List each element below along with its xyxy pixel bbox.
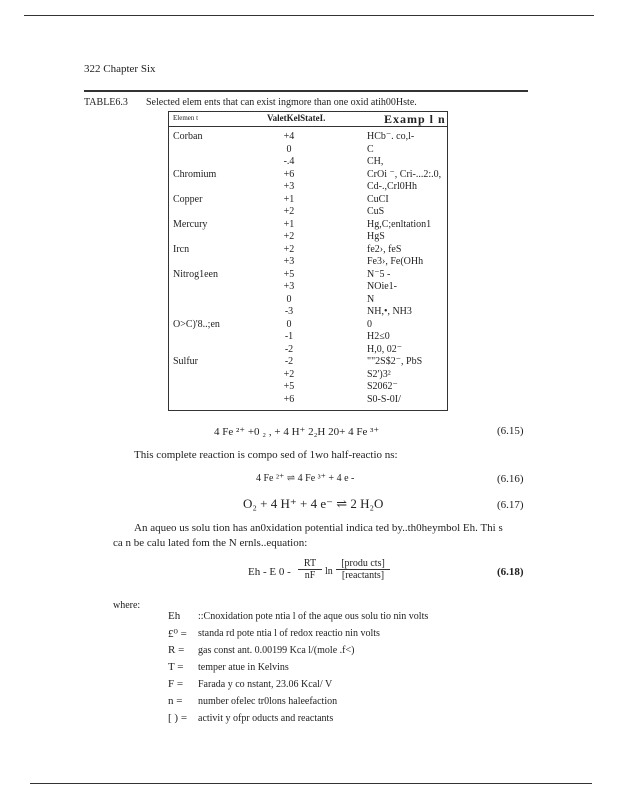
definition-symbol: T =: [168, 661, 184, 673]
definition-text: activit y ofpr oducts and reactants: [198, 713, 334, 724]
table-cell-element: Mercury: [173, 218, 208, 230]
table-cell-state: +6: [283, 393, 295, 405]
equation-6-15: 4 Fe ²⁺ +0 ₂ , + 4 H⁺ 2₂H 20+ 4 Fe ³⁺: [214, 426, 380, 438]
table-row: [169, 169, 447, 182]
table-cell-state: 0: [286, 293, 292, 305]
table-cell-example: S2062⁻: [367, 381, 398, 392]
nernst-fraction-rt: [298, 558, 322, 581]
table-cell-state: +2: [283, 368, 295, 380]
table-cell-state: -3: [284, 306, 294, 317]
definition-text: Farada y co nstant, 23.06 Kcal/ V: [198, 679, 333, 690]
table-cell-example: S2')3²: [367, 368, 391, 380]
table-cell-state: +2: [283, 243, 295, 255]
table-row: [169, 369, 447, 382]
table-row: [169, 256, 447, 269]
table-cell-state: 0: [286, 318, 292, 330]
table-row: [169, 219, 447, 232]
table-cell-example: S0-S-0I/: [367, 393, 401, 405]
nernst-rt: RT: [298, 558, 322, 570]
table-cell-example: HCb⁻. co,l-: [367, 131, 415, 142]
definition-text: ::Cnoxidation pote ntia l of the aque ous solu tio nin volts: [198, 611, 429, 622]
table-cell-example: H,0, 02⁻: [367, 343, 402, 355]
definition-symbol: £⁰ =: [168, 628, 187, 640]
definition-symbol: n =: [168, 695, 183, 707]
table-row: [169, 344, 447, 357]
table-row: [169, 231, 447, 244]
nernst-nf: nF: [304, 570, 316, 581]
table-caption-label: TABLE6.3: [84, 97, 128, 108]
table-cell-element: Sulfur: [173, 356, 198, 367]
table-row: [169, 194, 447, 207]
table-cell-example: N⁻5 -: [367, 268, 391, 280]
table-cell-state: -1: [284, 331, 294, 342]
equation-6-18-number: (6.18): [497, 566, 524, 578]
where-label: where:: [113, 600, 141, 611]
table-cell-example: N: [367, 293, 375, 305]
table-cell-state: +5: [283, 381, 295, 392]
table-cell-example: CuCI: [367, 193, 389, 205]
table-cell-example: 0: [367, 318, 372, 330]
table-cell-state: +5: [283, 268, 295, 280]
table-cell-state: +2: [283, 206, 295, 217]
table-cell-example: Hg,C;enltation1: [367, 218, 432, 230]
definition-symbol: Eh: [168, 610, 181, 622]
table-row: [169, 181, 447, 194]
equation-6-16-number: (6.16): [497, 473, 524, 485]
nernst-products: [produ cts]: [336, 558, 390, 570]
table-row: [169, 381, 447, 394]
table-cell-example: fe2›, feS: [367, 243, 402, 255]
table-row: [169, 269, 447, 282]
table-cell-state: +1: [283, 218, 295, 230]
equation-6-15-number: (6.15): [497, 425, 524, 437]
definition-text: standa rd pote ntia l of redox reactio nin volts: [198, 628, 380, 639]
header-example: Examp l n: [384, 112, 446, 126]
table-cell-state: +3: [283, 281, 295, 292]
table-cell-example: C: [367, 143, 374, 155]
table-header-row: [169, 112, 447, 127]
paragraph-line-2: ca n be calu lated fom the N ernls..equation:: [113, 537, 308, 549]
table-cell-state: +3: [283, 181, 295, 192]
table-cell-state: +2: [283, 231, 295, 242]
table-row: [169, 281, 447, 294]
header-element: Elemen t: [173, 114, 199, 122]
nernst-reactants: [reactants]: [341, 570, 385, 581]
table-cell-example: CrOi ⁻, Cri-...2:.0,: [367, 168, 442, 180]
table-cell-example: ""2S$2⁻, PbS: [367, 356, 423, 367]
table-row: [169, 331, 447, 344]
definition-text: gas const ant. 0.00199 Kca l/(mole .f<): [198, 645, 355, 656]
table-cell-example: Cd-.,Crl0Hh: [367, 181, 417, 192]
nernst-fraction-products: [336, 558, 390, 581]
table-cell-state: +4: [283, 131, 295, 142]
table-cell-state: -.4: [283, 156, 295, 167]
table-row: [169, 156, 447, 169]
oxidation-states-table: [168, 111, 448, 411]
table-row: [169, 206, 447, 219]
table-row: [169, 306, 447, 319]
table-cell-element: Nitrog1een: [173, 268, 218, 280]
table-row: [169, 131, 447, 144]
table-cell-state: +1: [283, 193, 295, 205]
table-row: [169, 244, 447, 257]
header-state: ValetKelStateI.: [267, 113, 326, 123]
table-cell-state: -2: [284, 356, 294, 367]
equation-6-17-number: (6.17): [497, 499, 524, 511]
top-rule: [24, 15, 594, 16]
nernst-lhs: Eh - E 0 -: [248, 566, 291, 578]
definition-text: number ofelec tr0lons haleefaction: [198, 696, 338, 707]
table-cell-state: 0: [286, 143, 292, 155]
table-cell-element: Ircn: [173, 243, 190, 255]
table-cell-element: Chromium: [173, 168, 217, 180]
equation-6-16: 4 Fe ²⁺ ⇌ 4 Fe ³⁺ + 4 e -: [256, 473, 355, 484]
table-cell-example: Fe3›, Fe(OHh: [367, 256, 424, 267]
definition-symbol: [ ) =: [168, 712, 188, 724]
table-row: [169, 144, 447, 157]
sentence-half-reactions: This complete reaction is compo sed of 1wo half-reactio ns:: [134, 449, 398, 461]
bottom-rule: [30, 783, 592, 784]
nernst-ln: ln: [325, 566, 333, 577]
table-row: [169, 319, 447, 332]
table-cell-example: CuS: [367, 206, 385, 217]
table-caption-text: Selected elem ents that can exist ingmore than one oxid atih00Hste.: [146, 97, 417, 108]
definition-text: temper atue in Kelvins: [198, 662, 289, 673]
table-cell-state: -2: [284, 343, 294, 355]
table-cell-example: NH,•, NH3: [367, 306, 412, 317]
table-cell-example: NOie1-: [367, 281, 397, 292]
definition-symbol: R =: [168, 644, 185, 656]
table-row: [169, 294, 447, 307]
header-rule: [84, 90, 528, 92]
table-cell-element: Corban: [173, 131, 203, 142]
table-cell-example: CH,: [367, 156, 384, 167]
table-row: [169, 394, 447, 407]
equation-6-17: O₂ + 4 H⁺ + 4 e⁻ ⇌ 2 H₂O: [243, 496, 384, 511]
table-cell-element: Copper: [173, 193, 203, 205]
paragraph-line-1: An aqueo us solu tion has an0xidation potential indica ted by..th0heymbol Eh. Thi s: [134, 522, 503, 534]
page-header: 322 Chapter Six: [84, 63, 156, 75]
table-cell-example: H2≤0: [367, 331, 390, 342]
table-cell-state: +3: [283, 256, 295, 267]
table-cell-state: +6: [283, 168, 295, 180]
definition-symbol: F =: [168, 678, 184, 690]
table-row: [169, 356, 447, 369]
table-cell-example: HgS: [367, 231, 385, 242]
table-cell-element: O>C)'8..;en: [173, 318, 220, 330]
